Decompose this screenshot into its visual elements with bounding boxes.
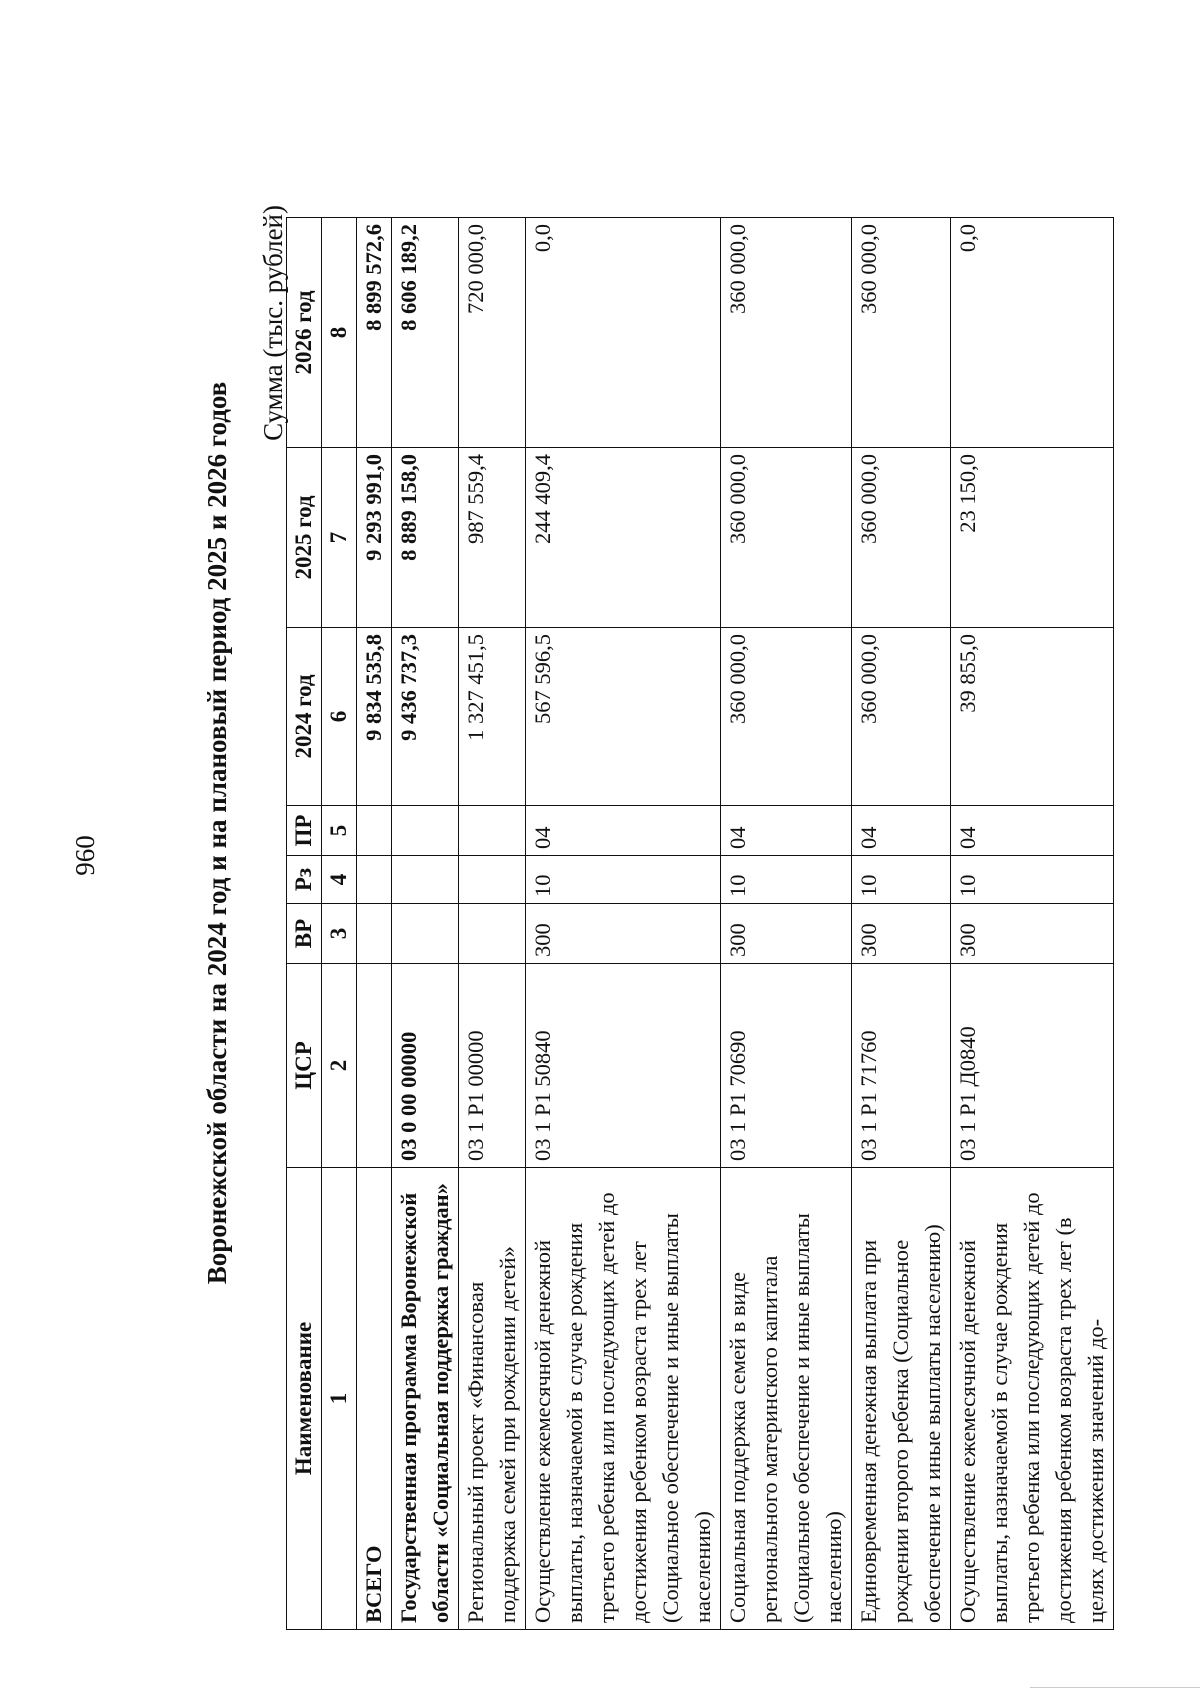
table-row xyxy=(852,218,951,1630)
table-header-row xyxy=(287,218,322,1630)
table-row xyxy=(526,218,721,1630)
amount-2026-cell: 8 606 189,2 xyxy=(392,218,459,448)
units-label: Сумма (тыс. рублей) xyxy=(258,205,288,441)
csr-cell: 03 0 00 00000 xyxy=(392,964,459,1168)
pr-cell: 04 xyxy=(721,806,852,856)
amount-2026-cell: 0,0 xyxy=(951,218,1114,448)
header-cell: 2025 год xyxy=(287,448,322,628)
rz-cell xyxy=(357,856,392,904)
amount-2025-cell: 360 000,0 xyxy=(721,448,852,628)
vr-cell xyxy=(392,904,459,964)
csr-cell: 03 1 Р1 71760 xyxy=(852,964,951,1168)
rz-cell: 10 xyxy=(951,856,1114,904)
vr-cell: 300 xyxy=(526,904,721,964)
amount-2025-cell: 244 409,4 xyxy=(526,448,721,628)
amount-2026-cell: 8 899 572,6 xyxy=(357,218,392,448)
table-row xyxy=(951,218,1114,1630)
amount-2026-cell: 360 000,0 xyxy=(852,218,951,448)
name-cell: Региональный проект «Финансовая поддержка семей при рождении детей» xyxy=(459,1168,526,1630)
header-cell: 2024 год xyxy=(287,628,322,806)
amount-2024-cell: 567 596,5 xyxy=(526,628,721,806)
table-row xyxy=(392,218,459,1630)
amount-2026-cell: 360 000,0 xyxy=(721,218,852,448)
csr-cell: 03 1 Р1 70690 xyxy=(721,964,852,1168)
amount-2024-cell: 9 436 737,3 xyxy=(392,628,459,806)
amount-2024-cell: 9 834 535,8 xyxy=(357,628,392,806)
pr-cell xyxy=(392,806,459,856)
pr-cell xyxy=(357,806,392,856)
column-number-cell: 1 xyxy=(322,1168,357,1630)
column-number-row xyxy=(322,218,357,1630)
amount-2025-cell: 987 559,4 xyxy=(459,448,526,628)
amount-2024-cell: 360 000,0 xyxy=(721,628,852,806)
column-number-cell: 4 xyxy=(322,856,357,904)
rz-cell: 10 xyxy=(852,856,951,904)
amount-2025-cell: 360 000,0 xyxy=(852,448,951,628)
header-cell: 2026 год xyxy=(287,218,322,448)
rz-cell: 10 xyxy=(721,856,852,904)
page-number: 960 xyxy=(70,835,100,876)
scan-edge-mark xyxy=(1030,1681,1200,1688)
budget-table xyxy=(286,217,1114,1630)
column-number-cell: 5 xyxy=(322,806,357,856)
column-number-cell: 3 xyxy=(322,904,357,964)
amount-2026-cell: 0,0 xyxy=(526,218,721,448)
pr-cell: 04 xyxy=(526,806,721,856)
column-number-cell: 6 xyxy=(322,628,357,806)
pr-cell xyxy=(459,806,526,856)
table-row xyxy=(357,218,392,1630)
header-cell: Рз xyxy=(287,856,322,904)
vr-cell xyxy=(357,904,392,964)
name-cell: Единовременная денежная выплата при рождении второго ребенка (Социальное обеспечение и иные выплаты населению) xyxy=(852,1168,951,1630)
header-cell: ЦСР xyxy=(287,964,322,1168)
budget-table-body xyxy=(287,218,1114,1630)
name-cell: ВСЕГО xyxy=(357,1168,392,1630)
csr-cell xyxy=(357,964,392,1168)
vr-cell: 300 xyxy=(852,904,951,964)
column-number-cell: 7 xyxy=(322,448,357,628)
table-row xyxy=(721,218,852,1630)
rz-cell xyxy=(392,856,459,904)
column-number-cell: 2 xyxy=(322,964,357,1168)
vr-cell: 300 xyxy=(951,904,1114,964)
amount-2024-cell: 360 000,0 xyxy=(852,628,951,806)
pr-cell: 04 xyxy=(852,806,951,856)
name-cell: Социальная поддержка семей в виде регионального материнского капитала (Социальное обеспечение и иные выплаты населению) xyxy=(721,1168,852,1630)
csr-cell: 03 1 Р1 Д0840 xyxy=(951,964,1114,1168)
amount-2025-cell: 23 150,0 xyxy=(951,448,1114,628)
amount-2024-cell: 39 855,0 xyxy=(951,628,1114,806)
amount-2025-cell: 8 889 158,0 xyxy=(392,448,459,628)
vr-cell xyxy=(459,904,526,964)
csr-cell: 03 1 Р1 50840 xyxy=(526,964,721,1168)
vr-cell: 300 xyxy=(721,904,852,964)
name-cell: Осуществление ежемесячной денежной выплаты, назначаемой в случае рождения третьего ребенка или последующих детей до достижения ребенком возраста трех лет (в целях достижения значений до- xyxy=(951,1168,1114,1630)
table-row xyxy=(459,218,526,1630)
column-number-cell: 8 xyxy=(322,218,357,448)
amount-2025-cell: 9 293 991,0 xyxy=(357,448,392,628)
pr-cell: 04 xyxy=(951,806,1114,856)
name-cell: Осуществление ежемесячной денежной выплаты, назначаемой в случае рождения третьего ребенка или последующих детей до достижения ребенком возраста трех лет (Социальное обеспечение и иные выплаты населению) xyxy=(526,1168,721,1630)
csr-cell: 03 1 Р1 00000 xyxy=(459,964,526,1168)
amount-2024-cell: 1 327 451,5 xyxy=(459,628,526,806)
amount-2026-cell: 720 000,0 xyxy=(459,218,526,448)
rz-cell xyxy=(459,856,526,904)
header-cell: ВР xyxy=(287,904,322,964)
name-cell: Государственная программа Воронежской области «Социальная поддержка граждан» xyxy=(392,1168,459,1630)
rz-cell: 10 xyxy=(526,856,721,904)
header-cell: Наименование xyxy=(287,1168,322,1630)
page-title: Воронежской области на 2024 год и на плановый период 2025 и 2026 годов xyxy=(202,381,232,1285)
header-cell: ПР xyxy=(287,806,322,856)
